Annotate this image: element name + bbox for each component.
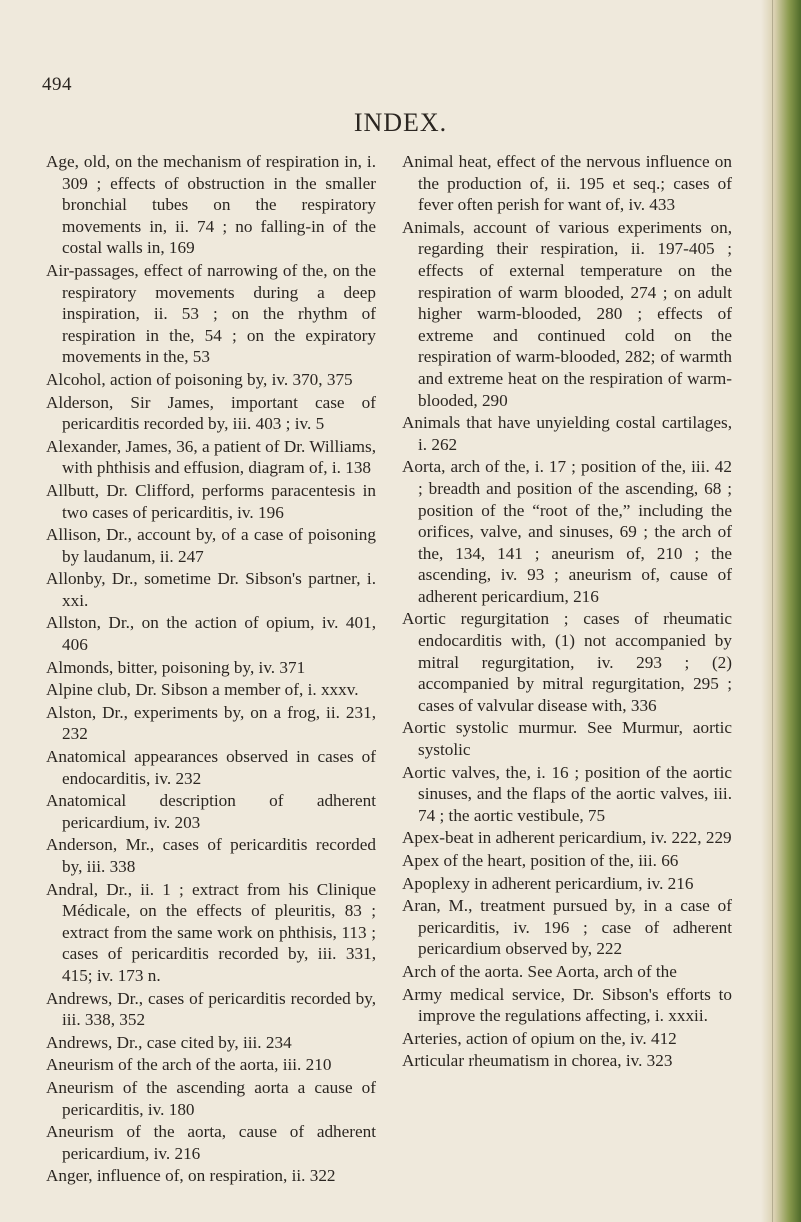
index-entry: Alpine club, Dr. Sibson a member of, i. xxxv. [46,680,359,700]
page-edge [761,0,801,1222]
index-entry: Allston, Dr., on the action of opium, iv. 401, 406 [46,613,376,655]
index-entry: Aortic regurgitation ; cases of rheumatic endocarditis with, (1) not accompanied by mitral regurgitation, iv. 293 ; (2) accompanied by mitral regurgitation, 295 ; cases of valvular disease with, 336 [402,609,732,715]
index-entry: Animals that have unyielding costal cartilages, i. 262 [402,413,732,454]
index-entry: Aortic valves, the, i. 16 ; position of the aortic sinuses, and the flaps of the aortic valves, iii. 74 ; the aortic vestibule, 75 [402,762,732,825]
index-entry: Air-passages, effect of narrowing of the, on the respiratory movements during a deep inspiration, ii. 53 ; on the rhythm of respiration in the, 54 ; on the expiratory movements in the, 53 [46,260,376,367]
index-entry: Andral, Dr., ii. 1 ; extract from his Clinique Médicale, on the effects of pleuritis, 83 ; extract from the same work on phthisis, 113 ; cases of pericarditis recorded by, iii. 331, 415; iv. 173 n. [46,879,376,985]
index-entry: Animals, account of various experiments on, regarding their respiration, ii. 197-405 ; effects of external temperature on the respiration of warm blooded, 274 ; on adult higher warm-blooded, 280 ; effects of extreme and continued cold on the respiration of warm-blooded, 282; of warmth and extreme heat on the respiration of warm-blooded, 290 [402,217,732,410]
index-entry: Apex-beat in adherent pericardium, iv. 222, 229 [402,828,732,848]
index-entry: Age, old, on the mechanism of respiration in, i. 309 ; effects of obstruction in the smaller bronchial tubes on the respiratory movements in, ii. 74 ; no falling-in of the costal walls in, 169 [46,152,376,258]
page-edge-line [772,0,773,1222]
page-header: INDEX. [353,108,448,137]
index-entry: Andrews, Dr., case cited by, iii. 234 [46,1032,292,1052]
index-entry: Andrews, Dr., cases of pericarditis recorded by, iii. 338, 352 [46,988,376,1030]
index-entry: Arteries, action of opium on the, iv. 412 [402,1028,677,1048]
index-entry: Anatomical appearances observed in cases of endocarditis, iv. 232 [46,747,376,788]
index-entry: Alcohol, action of poisoning by, iv. 370, 375 [46,369,353,389]
index-entry: Aran, M., treatment pursued by, in a case of pericarditis, iv. 196 ; case of adherent pericardium observed by, 222 [402,896,732,959]
index-entry: Apoplexy in adherent pericardium, iv. 216 [402,873,694,893]
index-entry: Almonds, bitter, poisoning by, iv. 371 [46,657,306,677]
index-entry: Aneurism of the arch of the aorta, iii. 210 [46,1055,332,1075]
index-entry: Aneurism of the aorta, cause of adherent pericardium, iv. 216 [46,1122,376,1163]
index-entry: Apex of the heart, position of the, iii. 66 [402,851,679,870]
page-number: 494 [42,74,72,95]
index-entry: Anderson, Mr., cases of pericarditis recorded by, iii. 338 [46,835,376,876]
index-column-right [402,151,732,1073]
index-column-left [46,151,376,1188]
index-entry: Aneurism of the ascending aorta a cause of pericarditis, iv. 180 [46,1077,376,1119]
index-entry: Alexander, James, 36, a patient of Dr. Williams, with phthisis and effusion, diagram of, i. 138 [46,436,376,478]
index-entry: Allison, Dr., account by, of a case of poisoning by laudanum, ii. 247 [46,525,376,566]
index-entry: Alston, Dr., experiments by, on a frog, ii. 231, 232 [46,702,376,744]
index-entry: Army medical service, Dr. Sibson's efforts to improve the regulations affecting, i. xxxii. [402,984,732,1026]
index-entry: Articular rheumatism in chorea, iv. 323 [402,1051,673,1071]
index-entry: Aorta, arch of the, i. 17 ; position of the, iii. 42 ; breadth and position of the ascending, 68 ; position of the “root of the,” including the orifices, valve, and sinuses, 69 ; the arch of the, 134, 141 ; aneurism of, 210 ; the ascending, iv. 93 ; aneurism of, cause of adherent pericardium, 216 [402,457,732,606]
index-entry: Allonby, Dr., sometime Dr. Sibson's partner, i. xxi. [46,569,376,610]
index-entry: Alderson, Sir James, important case of pericarditis recorded by, iii. 403 ; iv. 5 [46,392,376,434]
index-entry: Anger, influence of, on respiration, ii. 322 [46,1166,336,1186]
index-entry: Anatomical description of adherent pericardium, iv. 203 [46,791,376,832]
index-entry: Aortic systolic murmur. See Murmur, aortic systolic [402,718,732,760]
index-entry: Animal heat, effect of the nervous influence on the production of, ii. 195 et seq.; cases of fever often perish for want of, iv. 433 [402,152,732,215]
index-entry: Allbutt, Dr. Clifford, performs paracentesis in two cases of pericarditis, iv. 196 [46,480,376,522]
index-entry: Arch of the aorta. See Aorta, arch of the [402,961,677,981]
